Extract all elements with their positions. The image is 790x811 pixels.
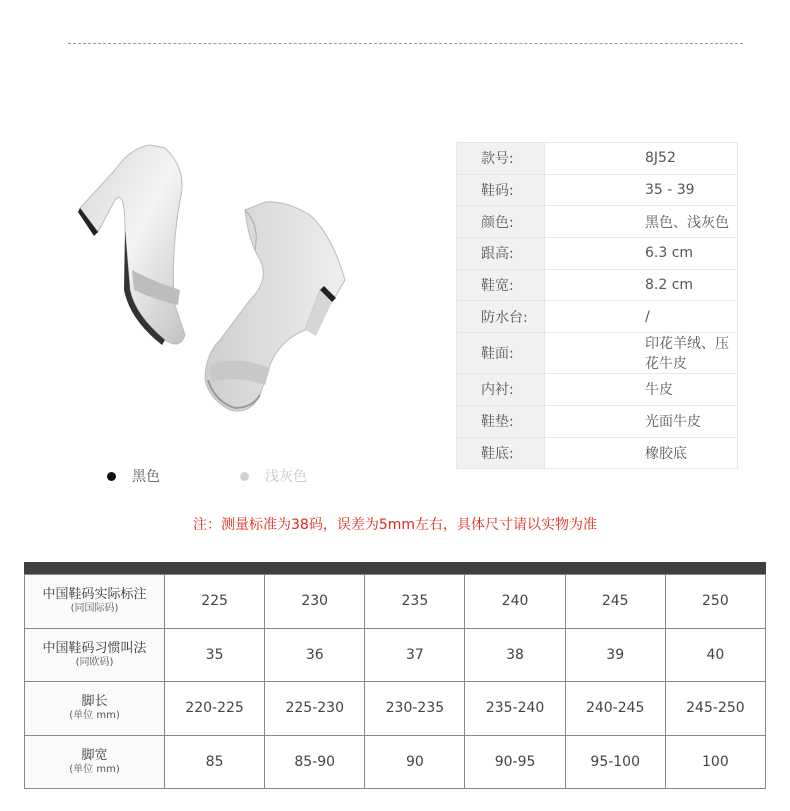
size-row (25, 682, 766, 736)
size-cell: 36 (265, 628, 365, 682)
spec-value: 6.3 cm (545, 238, 738, 270)
size-row-subtitle: (单位 mm) (69, 710, 120, 722)
size-row-subtitle: (同国际码) (70, 603, 119, 615)
size-cell: 39 (565, 628, 665, 682)
size-cell: 230 (265, 575, 365, 629)
size-cell: 240 (465, 575, 565, 629)
size-cell: 90 (365, 735, 465, 789)
size-cell: 220-225 (165, 682, 265, 736)
size-chart-header-bar (24, 562, 766, 574)
size-row-subtitle: (单位 mm) (69, 763, 120, 775)
spec-row (457, 174, 738, 206)
spec-row (457, 143, 738, 175)
color-option-light-grey[interactable] (240, 466, 307, 486)
spec-label: 鞋垫: (457, 405, 545, 437)
spec-label: 鞋宽: (457, 269, 545, 301)
spec-value: 光面牛皮 (545, 405, 738, 437)
spec-label: 防水台: (457, 301, 545, 333)
size-cell: 245-250 (665, 682, 765, 736)
size-cell: 235 (365, 575, 465, 629)
size-row (25, 628, 766, 682)
spec-label: 鞋面: (457, 333, 545, 374)
color-option-black[interactable] (107, 466, 160, 486)
size-row-title: 中国鞋码习惯叫法 (42, 640, 147, 656)
spec-value: / (545, 301, 738, 333)
measurement-note: 注：测量标准为38码，误差为5mm左右，具体尺寸请以实物为准 (193, 517, 597, 533)
spec-value: 橡胶底 (545, 437, 738, 469)
spec-value: 8J52 (545, 143, 738, 175)
color-label-light-grey: 浅灰色 (265, 469, 307, 485)
size-chart-table (24, 574, 766, 789)
size-cell: 90-95 (465, 735, 565, 789)
size-cell: 95-100 (565, 735, 665, 789)
spec-value: 8.2 cm (545, 269, 738, 301)
size-row (25, 575, 766, 629)
spec-label: 跟高: (457, 238, 545, 270)
size-row-title: 脚宽 (81, 747, 108, 763)
size-row-header (25, 575, 165, 629)
size-cell: 235-240 (465, 682, 565, 736)
product-photo-shoes (70, 140, 360, 450)
spec-value: 黑色、浅灰色 (545, 206, 738, 238)
top-divider (68, 43, 743, 44)
size-cell: 240-245 (565, 682, 665, 736)
spec-label: 鞋码: (457, 174, 545, 206)
size-row-header (25, 682, 165, 736)
size-cell: 225 (165, 575, 265, 629)
size-row-title: 中国鞋码实际标注 (42, 587, 147, 603)
size-row-subtitle: (同欧码) (75, 656, 114, 668)
spec-value: 牛皮 (545, 374, 738, 406)
spec-label: 款号: (457, 143, 545, 175)
spec-label: 鞋底: (457, 437, 545, 469)
spec-value: 35 - 39 (545, 174, 738, 206)
size-cell: 38 (465, 628, 565, 682)
size-row-header (25, 735, 165, 789)
size-cell: 37 (365, 628, 465, 682)
spec-row (457, 374, 738, 406)
size-row-title: 脚长 (81, 694, 108, 710)
size-cell: 100 (665, 735, 765, 789)
size-row-header (25, 628, 165, 682)
spec-row (457, 238, 738, 270)
size-cell: 85-90 (265, 735, 365, 789)
spec-value: 印花羊绒、压花牛皮 (545, 333, 738, 374)
size-cell: 40 (665, 628, 765, 682)
size-cell: 230-235 (365, 682, 465, 736)
spec-table (456, 142, 738, 469)
size-cell: 225-230 (265, 682, 365, 736)
color-swatch-black (107, 472, 116, 481)
spec-row (457, 301, 738, 333)
spec-label: 内衬: (457, 374, 545, 406)
color-swatch-light-grey (240, 472, 249, 481)
color-label-black: 黑色 (132, 469, 160, 485)
size-cell: 85 (165, 735, 265, 789)
spec-label: 颜色: (457, 206, 545, 238)
spec-row (457, 269, 738, 301)
size-row (25, 735, 766, 789)
size-cell: 35 (165, 628, 265, 682)
spec-row (457, 333, 738, 374)
spec-row (457, 206, 738, 238)
size-cell: 250 (665, 575, 765, 629)
size-cell: 245 (565, 575, 665, 629)
spec-row (457, 437, 738, 469)
spec-row (457, 405, 738, 437)
